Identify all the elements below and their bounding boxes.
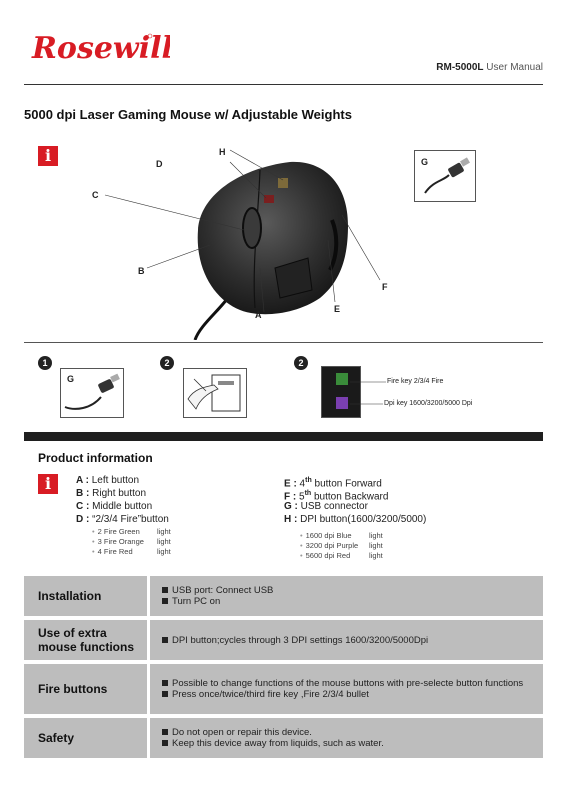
spec-b: B : Right button <box>76 488 147 499</box>
row-item: Keep this device away from liquids, such as water. <box>162 738 535 749</box>
table-row-extra-functions <box>24 620 543 660</box>
spec-e: E : 4th button Forward <box>284 477 382 490</box>
callout-b: B <box>138 266 145 276</box>
row-label: Fire buttons <box>24 664 150 714</box>
fire-sub-red-light: light <box>157 547 171 556</box>
rosewill-logo <box>30 22 170 72</box>
row-item: Press once/twice/third fire key ,Fire 2/3/4 bullet <box>162 689 535 700</box>
logo-text: Rosewill <box>32 31 170 66</box>
row-label: Safety <box>24 718 150 758</box>
page-title: 5000 dpi Laser Gaming Mouse w/ Adjustable Weights <box>24 107 352 122</box>
row-label: Installation <box>24 576 150 616</box>
row-item: Turn PC on <box>162 596 535 607</box>
row-item: Do not open or repair this device. <box>162 727 535 738</box>
row-label: Use of extra mouse functions <box>24 620 150 660</box>
step-2-badge: 2 <box>160 356 174 370</box>
dpi-sub-purple-light: light <box>369 541 383 550</box>
dpi-sub-blue-light: light <box>369 531 383 540</box>
step-2-image <box>183 368 247 418</box>
row-body <box>162 620 535 660</box>
callout-e: E <box>334 304 341 314</box>
step-1-badge: 1 <box>38 356 52 370</box>
table-row-installation <box>24 576 543 616</box>
fire-sub-orange-light: light <box>157 537 171 546</box>
dpi-key-label: Dpi key 1600/3200/5000 Dpi <box>384 400 473 407</box>
step-1-label-g: G <box>67 374 75 384</box>
fire-sub-green-light: light <box>157 527 171 536</box>
model-number: RM-5000L <box>436 62 484 73</box>
table-row-fire-buttons <box>24 664 543 714</box>
step-3-badge: 2 <box>294 356 308 370</box>
mouse-illustration <box>80 140 410 340</box>
fire-sub-red: • 4 Fire Red <box>92 547 133 556</box>
header-divider <box>24 84 543 85</box>
fire-sub-green: • 2 Fire Green <box>92 527 140 536</box>
callout-d: D <box>156 159 163 169</box>
info-icon: i <box>38 146 58 166</box>
fire-key-label: Fire key 2/3/4 Fire <box>387 378 444 385</box>
dpi-sub-blue: • 1600 dpi Blue <box>300 531 352 540</box>
row-item: DPI button;cycles through 3 DPI settings 1600/3200/5000Dpi <box>162 635 535 646</box>
dpi-sub-red-light: light <box>369 551 383 560</box>
fire-sub-orange: • 3 Fire Orange <box>92 537 144 546</box>
spec-a: A : Left button <box>76 475 140 486</box>
spec-d: D : “2/3/4 Fire”button <box>76 514 169 525</box>
product-info-heading: Product information <box>38 451 153 465</box>
spec-f: F : 5th button Backward <box>284 490 389 503</box>
row-body <box>162 576 535 616</box>
section-divider <box>24 342 543 343</box>
dpi-sub-purple: • 3200 dpi Purple <box>300 541 359 550</box>
callout-c: C <box>92 190 99 200</box>
dpi-sub-red: • 5600 dpi Red <box>300 551 351 560</box>
row-item: Possible to change functions of the mouse buttons with pre-selecte button functions <box>162 678 535 689</box>
spec-c: C : Middle button <box>76 501 153 512</box>
callout-g: G <box>421 157 429 167</box>
row-body <box>162 718 535 758</box>
product-info-icon: i <box>38 474 58 494</box>
callout-a: A <box>255 310 262 320</box>
spec-h: H : DPI button(1600/3200/5000) <box>284 514 427 525</box>
section-bar <box>24 432 543 441</box>
row-body <box>162 664 535 714</box>
callout-h: H <box>219 147 226 157</box>
callout-f: F <box>382 282 388 292</box>
table-row-safety <box>24 718 543 758</box>
spec-g: G : USB connector <box>284 501 368 512</box>
doc-label: User Manual <box>486 62 543 73</box>
row-item: USB port: Connect USB <box>162 585 535 596</box>
manual-id <box>436 62 543 73</box>
